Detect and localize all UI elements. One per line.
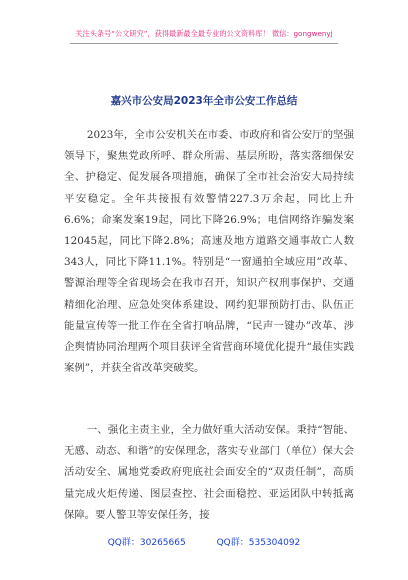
- body-paragraph-2: [64, 420, 354, 526]
- document-title: 嘉兴市公安局2023年全市公安工作总结: [110, 95, 298, 107]
- footer-qq-group-1: QQ群：30265665: [107, 538, 186, 548]
- paragraph-text: 2023年，全市公安机关在市委、市政府和省公安厅的坚强领导下，聚焦党政所呼、群众所需、基层所盼，落实落细保安全、护稳定、促发展各项措施，确保了全市社会治安大局持续平安稳定。全年共接报有效警情227.3万余起，同比上升6.6%；命案发案19起，同比下降26.9%；电信网络诈骗发案12045起，同比下降2.8%；高速及地方道路交通事故亡人数343人，同比下降11.1%。特别是“一窗通拍全域应用”改革、警源治理等全省现场会在我市召开，知识产权刑事保护、交通精细化治理、应急处突体系建设、网约犯罪预防打击、队伍正能量宣传等一批工作在全省打响品牌，“民声一键办”改革、涉企舆情协同治理两个项目获评全省营商环境优化提升“最佳实践案例”，并获全省改革突破奖。: [64, 129, 354, 375]
- footer-contacts: [0, 535, 408, 548]
- paragraph-text: 一、强化主责主业，全力做好重大活动安保。秉持“智能、无感、动态、和谐”的安保理念，落实专业部门（单位）保大会活动安全、属地党委政府兜底社会面安全的“双责任制”，高质量完成火炬传递、图层查控、社会面稳控、亚运团队中转抵离保障。要人警卫等安保任务，接: [64, 424, 354, 521]
- footer-qq-group-2: QQ群：535304092: [216, 538, 301, 548]
- promo-header: 关注头条号“公文研究”，获得最新最全最专业的公文资料库！ 微信：gongwenyj: [75, 29, 333, 38]
- body-paragraph-1: [64, 125, 354, 379]
- header-divider: [70, 43, 338, 44]
